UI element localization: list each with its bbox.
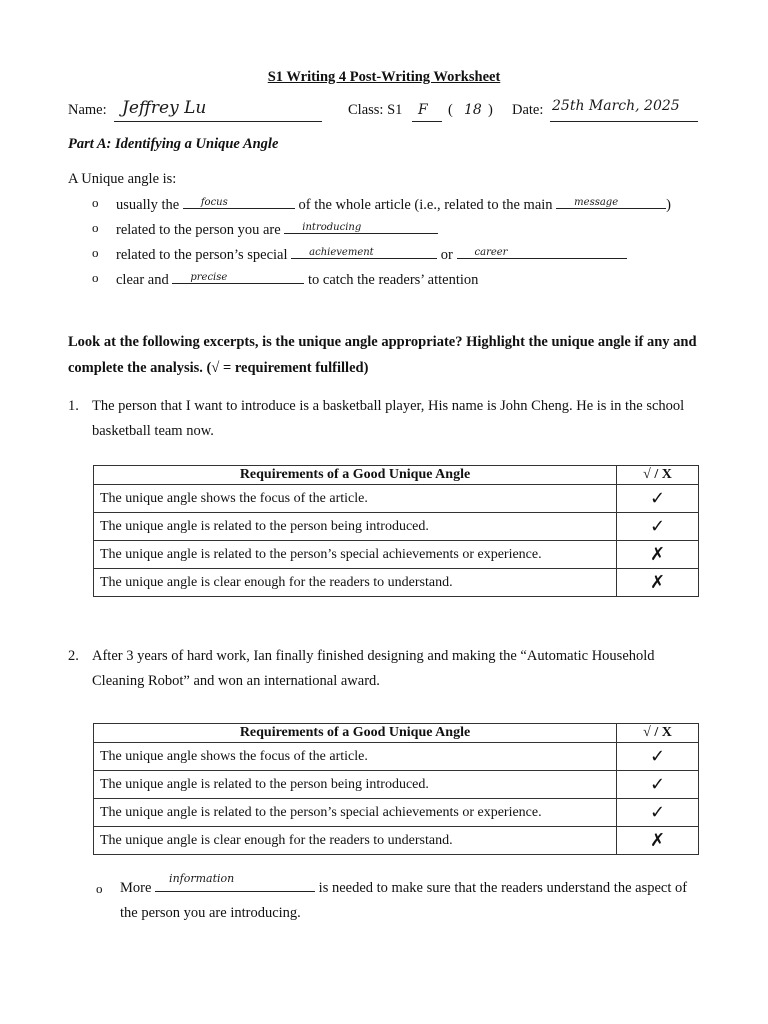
answer-handwriting: precise	[190, 272, 228, 283]
answer-blank[interactable]	[291, 245, 437, 259]
unique-angle-intro: A Unique angle is:	[68, 171, 177, 187]
question-number: 2.	[68, 648, 79, 664]
bullet-marker: o	[92, 245, 99, 260]
table-row	[94, 569, 699, 597]
follow-up-item	[96, 872, 706, 926]
answer-blank[interactable]	[556, 195, 666, 209]
name-handwriting: Jeffrey Lu	[122, 98, 207, 118]
answer-handwriting: career	[474, 247, 508, 258]
requirements-table	[93, 465, 699, 597]
bullet-text: usually the	[116, 197, 180, 213]
table-row	[94, 799, 699, 827]
bullet-text: related to the person’s special	[116, 247, 288, 263]
question-excerpt: The person that I want to introduce is a basketball player, His name is John Cheng. He is in the school basketball team now.	[92, 398, 685, 439]
mark-header: √ / X	[617, 466, 699, 485]
requirement-cell: The unique angle is related to the person’s special achievements or experience.	[94, 541, 617, 569]
requirement-cell: The unique angle shows the focus of the article.	[94, 485, 617, 513]
bullet-text: to catch the readers’ attention	[307, 272, 479, 288]
answer-handwriting: message	[574, 197, 619, 208]
table-row	[94, 771, 699, 799]
class-number-open: (	[448, 102, 453, 118]
follow-up-text: More	[120, 880, 152, 896]
mark-cell[interactable]: ✓	[617, 743, 699, 771]
bullet-item	[92, 195, 712, 215]
table-row	[94, 541, 699, 569]
answer-handwriting: achievement	[309, 247, 374, 258]
answer-blank[interactable]	[172, 270, 304, 284]
mark-cell[interactable]: ✓	[617, 771, 699, 799]
bullet-item	[92, 220, 712, 240]
mark-cell[interactable]: ✓	[617, 485, 699, 513]
bullet-text: related to the person you are	[116, 222, 281, 238]
analysis-instructions: Look at the following excerpts, is the unique angle appropriate? Highlight the unique angle if any and complete the analysis. (√ = requirement fulfilled)	[68, 334, 697, 376]
bullet-marker: o	[92, 270, 99, 285]
answer-blank[interactable]	[457, 245, 627, 259]
mark-cell[interactable]: ✗	[617, 569, 699, 597]
bullet-item	[92, 245, 712, 265]
mark-cell[interactable]: ✗	[617, 827, 699, 855]
class-handwriting: F	[418, 102, 428, 118]
student-info-line	[68, 98, 708, 124]
bullet-text: of the whole article (i.e., related to the main	[298, 197, 553, 213]
mark-cell[interactable]: ✓	[617, 799, 699, 827]
requirement-cell: The unique angle is related to the person being introduced.	[94, 513, 617, 541]
requirement-cell: The unique angle shows the focus of the article.	[94, 743, 617, 771]
class-number-handwriting: 18	[464, 102, 482, 118]
requirements-table	[93, 723, 699, 855]
name-field[interactable]	[114, 98, 322, 122]
date-handwriting: 25th March, 2025	[552, 98, 680, 114]
bullet-item	[92, 270, 712, 290]
requirement-cell: The unique angle is related to the person’s special achievements or experience.	[94, 799, 617, 827]
mark-header: √ / X	[617, 724, 699, 743]
name-label: Name:	[68, 102, 107, 118]
requirement-cell: The unique angle is related to the person being introduced.	[94, 771, 617, 799]
question-number: 1.	[68, 398, 79, 414]
class-label: Class: S1	[348, 102, 403, 118]
answer-blank[interactable]	[183, 195, 295, 209]
part-a-heading: Part A: Identifying a Unique Angle	[68, 136, 279, 152]
answer-blank[interactable]	[155, 872, 315, 892]
answer-handwriting: introducing	[302, 222, 362, 233]
table-header: Requirements of a Good Unique Angle	[94, 466, 617, 485]
answer-handwriting: information	[169, 872, 235, 885]
bullet-marker: o	[92, 220, 99, 235]
mark-cell[interactable]: ✗	[617, 541, 699, 569]
table-row	[94, 513, 699, 541]
class-number-close: )	[488, 102, 493, 118]
bullet-marker: o	[96, 881, 103, 896]
worksheet-title: S1 Writing 4 Post-Writing Worksheet	[267, 69, 501, 85]
requirement-cell: The unique angle is clear enough for the readers to understand.	[94, 569, 617, 597]
bullet-marker: o	[92, 195, 99, 210]
table-row	[94, 743, 699, 771]
table-header: Requirements of a Good Unique Angle	[94, 724, 617, 743]
bullet-text: clear and	[116, 272, 169, 288]
answer-handwriting: focus	[200, 197, 228, 208]
class-field[interactable]	[412, 102, 442, 122]
mark-cell[interactable]: ✓	[617, 513, 699, 541]
table-row	[94, 485, 699, 513]
bullet-text: or	[440, 247, 453, 263]
bullet-text: )	[666, 197, 672, 213]
date-label: Date:	[512, 102, 544, 118]
answer-blank[interactable]	[284, 220, 438, 234]
follow-up-text: is needed to make sure that the readers understand the aspect of the person you are introducing.	[120, 880, 688, 921]
question-excerpt: After 3 years of hard work, Ian finally finished designing and making the “Automatic Household Cleaning Robot” and won an international award.	[92, 648, 655, 689]
table-row	[94, 827, 699, 855]
date-field[interactable]	[550, 98, 698, 122]
requirement-cell: The unique angle is clear enough for the readers to understand.	[94, 827, 617, 855]
